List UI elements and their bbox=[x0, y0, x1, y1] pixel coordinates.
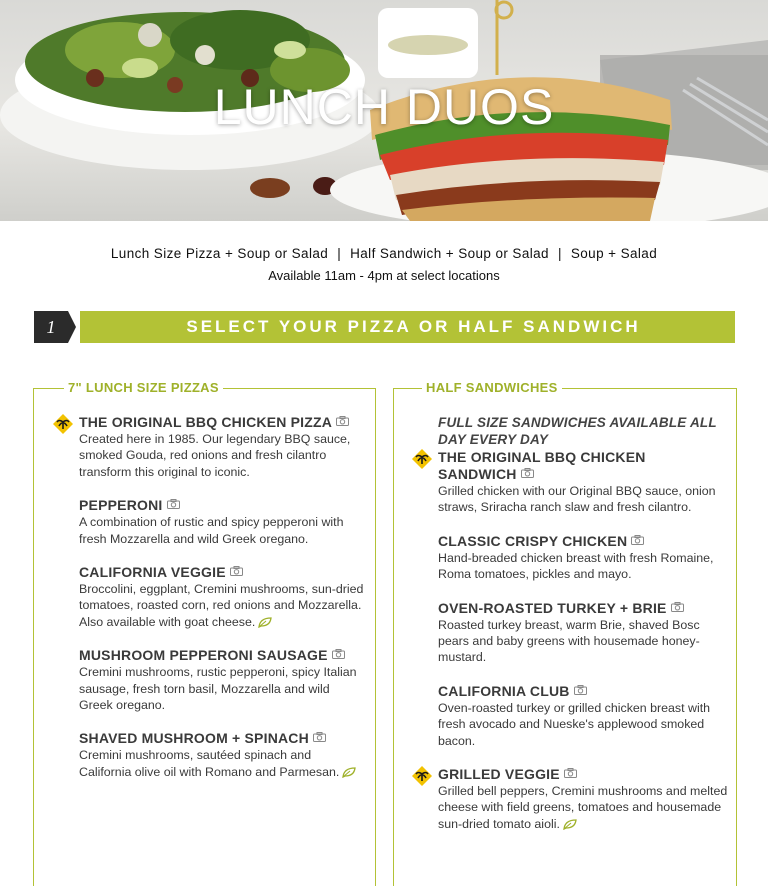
menu-item[interactable] bbox=[79, 564, 364, 630]
menu-item-name: GRILLED VEGGIE bbox=[438, 766, 560, 783]
camera-icon[interactable] bbox=[336, 416, 349, 426]
pizzas-section-title: 7" LUNCH SIZE PIZZAS bbox=[64, 380, 223, 395]
camera-icon[interactable] bbox=[230, 566, 243, 576]
menu-item[interactable] bbox=[79, 730, 364, 780]
step-label: SELECT YOUR PIZZA OR HALF SANDWICH bbox=[80, 311, 735, 343]
menu-item-description: Created here in 1985. Our legendary BBQ sauce, smoked Gouda, red onions and fresh cilantro transform this original to iconic. bbox=[79, 432, 351, 479]
menu-item-description: Broccolini, eggplant, Cremini mushrooms, sun-dried tomatoes, roasted corn, red onions and Mozzarella. Also available with goat cheese. bbox=[79, 582, 364, 629]
hero-banner bbox=[0, 0, 768, 221]
camera-icon[interactable] bbox=[631, 535, 644, 545]
menu-item-name: THE ORIGINAL BBQ CHICKEN PIZZA bbox=[79, 414, 333, 430]
palm-tree-icon bbox=[53, 414, 73, 434]
menu-item[interactable] bbox=[438, 600, 728, 666]
menu-item[interactable] bbox=[438, 683, 728, 749]
menu-item-description: Grilled bell peppers, Cremini mushrooms and melted cheese with field greens, tomatoes and housemade sun-dried tomato aioli. bbox=[438, 784, 728, 831]
menu-item-name: CALIFORNIA CLUB bbox=[438, 682, 570, 699]
combo-separator: | bbox=[337, 246, 342, 261]
menu-item-description: Roasted turkey breast, warm Brie, shaved Bosc pears and baby greens with housemade honey-mustard. bbox=[438, 617, 700, 665]
camera-icon[interactable] bbox=[167, 499, 180, 509]
leaf-icon bbox=[563, 819, 577, 830]
page-title: LUNCH DUOS bbox=[213, 79, 555, 135]
leaf-icon bbox=[258, 617, 272, 628]
menu-item[interactable] bbox=[438, 766, 728, 832]
menu-item-description: Cremini mushrooms, rustic pepperoni, spicy Italian sausage, fresh torn basil, Mozzarella and wild Greek oregano. bbox=[79, 665, 357, 713]
pizzas-section bbox=[33, 380, 376, 886]
menu-item-description: Hand-breaded chicken breast with fresh Romaine, Roma tomatoes, pickles and mayo. bbox=[438, 550, 714, 582]
menu-item-description: A combination of rustic and spicy pepperoni with fresh Mozzarella and wild Greek oregano. bbox=[79, 515, 344, 546]
camera-icon[interactable] bbox=[671, 602, 684, 612]
palm-tree-icon bbox=[412, 449, 432, 469]
camera-icon[interactable] bbox=[574, 685, 587, 695]
combo-separator: | bbox=[557, 246, 562, 261]
menu-item[interactable] bbox=[79, 414, 364, 480]
combo-options bbox=[0, 246, 768, 261]
sandwiches-section-title: HALF SANDWICHES bbox=[422, 380, 562, 395]
menu-item-name: MUSHROOM PEPPERONI SAUSAGE bbox=[79, 647, 328, 664]
menu-item[interactable] bbox=[438, 533, 728, 583]
step-number: 1 bbox=[34, 311, 68, 343]
combo-option-soup-salad: Soup + Salad bbox=[570, 246, 658, 261]
camera-icon[interactable] bbox=[332, 649, 345, 659]
menu-item[interactable] bbox=[79, 647, 364, 713]
palm-tree-icon bbox=[412, 766, 432, 786]
leaf-icon bbox=[342, 767, 356, 778]
menu-item-name: CLASSIC CRISPY CHICKEN bbox=[438, 532, 628, 549]
menu-item[interactable] bbox=[79, 497, 364, 547]
combo-option-sandwich: Half Sandwich + Soup or Salad bbox=[350, 246, 549, 261]
sandwiches-section bbox=[393, 380, 737, 886]
combo-option-pizza: Lunch Size Pizza + Soup or Salad bbox=[110, 246, 329, 261]
menu-item-name: THE ORIGINAL BBQ CHICKEN SANDWICH bbox=[438, 449, 646, 482]
menu-item-name: OVEN-ROASTED TURKEY + BRIE bbox=[438, 599, 667, 616]
menu-item[interactable] bbox=[438, 449, 728, 516]
menu-item-name: SHAVED MUSHROOM + SPINACH bbox=[79, 730, 309, 747]
sandwiches-note: FULL SIZE SANDWICHES AVAILABLE ALL DAY EVERY DAY bbox=[438, 415, 717, 447]
menu-item-description: Grilled chicken with our Original BBQ sauce, onion straws, Sriracha ranch slaw and fresh cilantro. bbox=[438, 484, 716, 515]
camera-icon[interactable] bbox=[564, 768, 577, 778]
menu-item-name: PEPPERONI bbox=[79, 497, 163, 514]
menu-item-description: Oven-roasted turkey or grilled chicken breast with fresh avocado and Nueske's applewood smoked bacon. bbox=[438, 700, 711, 748]
camera-icon[interactable] bbox=[313, 732, 326, 742]
menu-item-name: CALIFORNIA VEGGIE bbox=[79, 564, 226, 581]
menu-item-description: Cremini mushrooms, sautéed spinach and California olive oil with Romano and Parmesan. bbox=[79, 748, 340, 779]
availability-text: Available 11am - 4pm at select locations bbox=[268, 268, 500, 283]
camera-icon[interactable] bbox=[521, 468, 534, 478]
step-banner bbox=[34, 311, 735, 343]
